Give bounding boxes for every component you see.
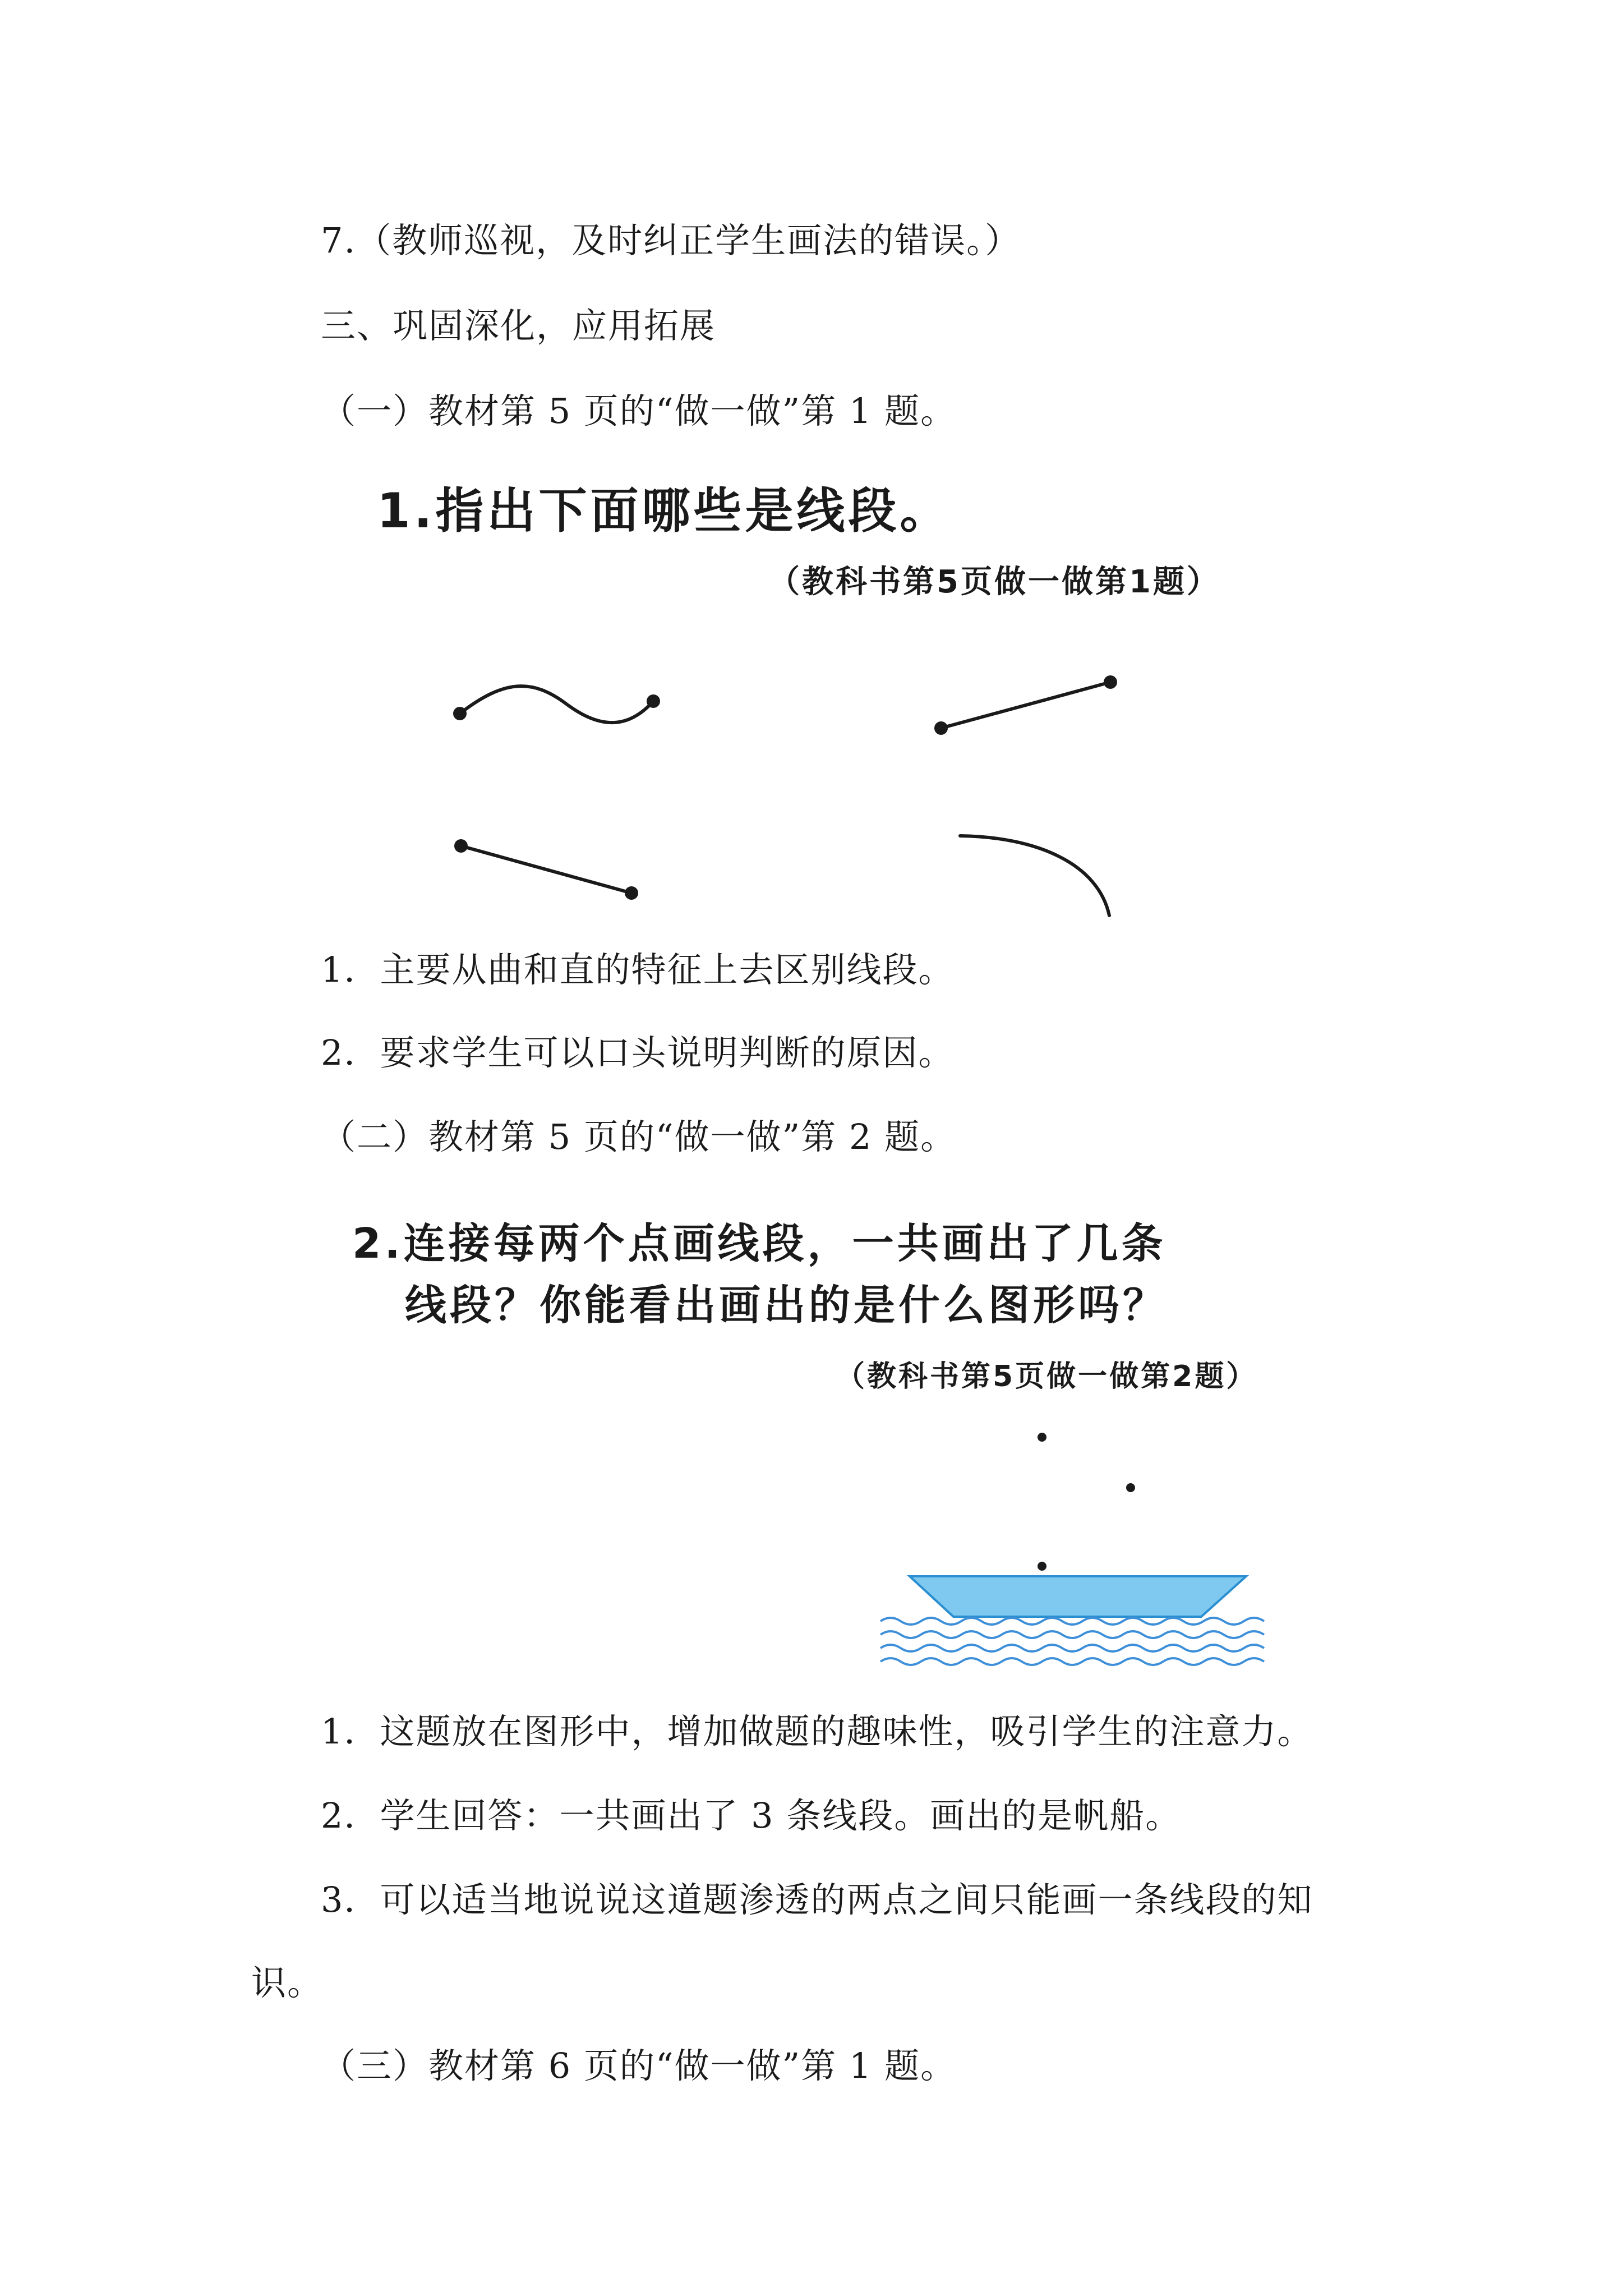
exercise-1-title: 1.指出下面哪些是线段。 <box>377 483 952 539</box>
section-heading-consolidate: 三、巩固深化，应用拓展 <box>321 305 716 346</box>
exercise-2-source: （教科书第5页做一做第2题） <box>836 1360 1258 1393</box>
exercise-1-source: （教科书第5页做一做第1题） <box>768 564 1220 600</box>
paragraph-two-points-knowledge-cont: 识。 <box>251 1962 324 2003</box>
right-point <box>1126 1483 1135 1492</box>
paragraph-two-points-knowledge: 3．可以适当地说说这道题渗透的两点之间只能画一条线段的知 <box>321 1879 1313 1920</box>
paragraph-interest: 1．这题放在图形中，增加做题的趣味性，吸引学生的注意力。 <box>321 1711 1313 1752</box>
paragraph-item-two: （二）教材第 5 页的“做一做”第 2 题。 <box>321 1116 957 1157</box>
paragraph-explain-reason: 2．要求学生可以口头说明判断的原因。 <box>321 1032 955 1073</box>
paragraph-teacher-patrol: 7.（教师巡视，及时纠正学生画法的错误。） <box>321 220 1021 261</box>
exercise-2-title-line-2: 线段？你能看出画出的是什么图形吗？ <box>405 1281 1168 1329</box>
top-point <box>1038 1433 1046 1442</box>
paragraph-item-three: （三）教材第 6 页的“做一做”第 1 题。 <box>321 2045 957 2086</box>
paragraph-student-answer: 2．学生回答：一共画出了 3 条线段。画出的是帆船。 <box>321 1795 1182 1836</box>
paragraph-item-one: （一）教材第 5 页的“做一做”第 1 题。 <box>321 390 957 431</box>
exercise-2-title-line-1: 2.连接每两个点画线段，一共画出了几条 <box>352 1220 1166 1268</box>
paragraph-distinguish-curve-straight: 1．主要从曲和直的特征上去区别线段。 <box>321 949 955 990</box>
water-waves <box>880 1618 1264 1665</box>
boat-hull <box>910 1576 1246 1617</box>
bottom-point <box>1038 1562 1046 1571</box>
